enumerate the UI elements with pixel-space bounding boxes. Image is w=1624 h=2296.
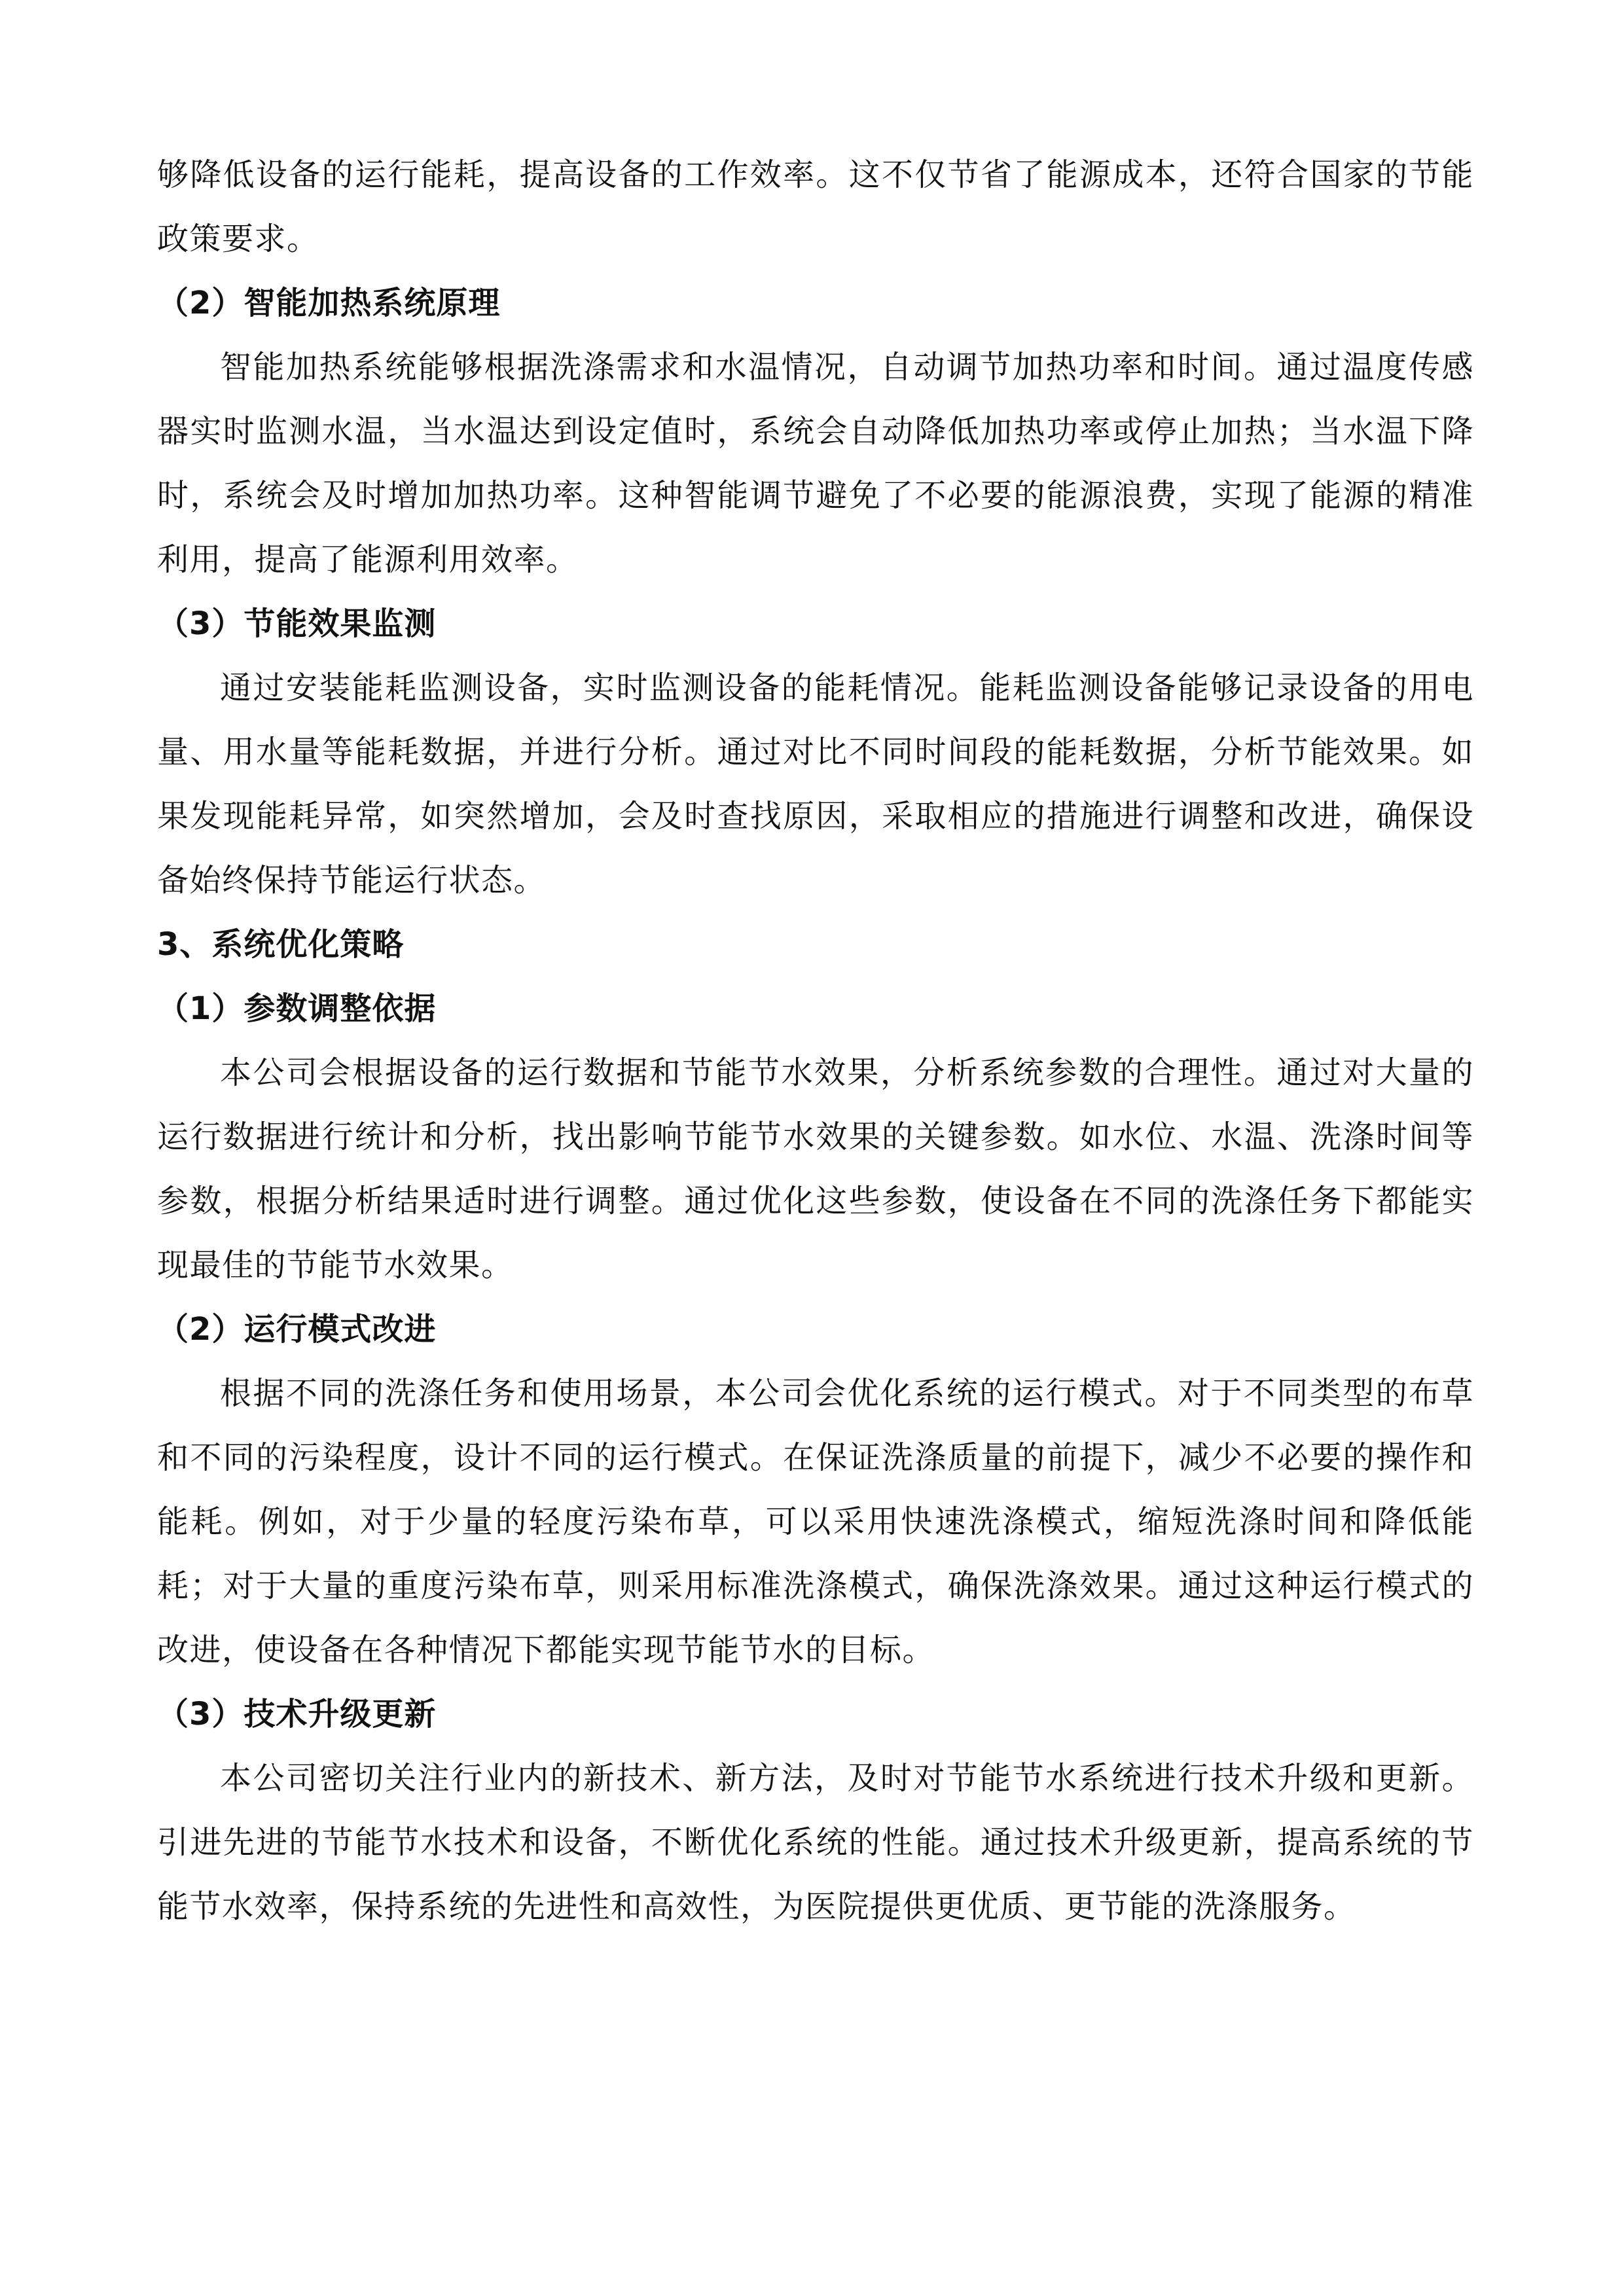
paragraph-mode-improvement: 根据不同的洗涤任务和使用场景，本公司会优化系统的运行模式。对于不同类型的布草和不同的污染程度，设计不同的运行模式。在保证洗涤质量的前提下，减少不必要的操作和能耗。例如，对于少量的轻度污染布草，可以采用快速洗涤模式，缩短洗涤时间和降低能耗；对于大量的重度污染布草，则采用标准洗涤模式，确保洗涤效果。通过这种运行模式的改进，使设备在各种情况下都能实现节能节水的目标。 [157,1375,1474,1668]
paragraph-tech-upgrade: 本公司密切关注行业内的新技术、新方法，及时对节能节水系统进行技术升级和更新。引进先进的节能节水技术和设备，不断优化系统的性能。通过技术升级更新，提高系统的节能节水效率，保持系统的先进性和高效性，为医院提供更优质、更节能的洗涤服务。 [157,1760,1474,1925]
paragraph-energy-monitoring: 通过安装能耗监测设备，实时监测设备的能耗情况。能耗监测设备能够记录设备的用电量、用水量等能耗数据，并进行分析。通过对比不同时间段的能耗数据，分析节能效果。如果发现能耗异常，如突然增加，会及时查找原因，采取相应的措施进行调整和改进，确保设备始终保持节能运行状态。 [157,670,1474,899]
paragraph-smart-heating: 智能加热系统能够根据洗涤需求和水温情况，自动调节加热功率和时间。通过温度传感器实时监测水温，当水温达到设定值时，系统会自动降低加热功率或停止加热；当水温下降时，系统会及时增加加热功率。这种智能调节避免了不必要的能源浪费，实现了能源的精准利用，提高了能源利用效率。 [157,349,1474,578]
document-page [157,143,1474,1939]
subheading-mode-improvement: （2）运行模式改进 [157,1311,437,1348]
subheading-energy-monitoring: （3）节能效果监测 [157,605,437,642]
paragraph-parameter-basis: 本公司会根据设备的运行数据和节能节水效果，分析系统参数的合理性。通过对大量的运行数据进行统计和分析，找出影响节能节水效果的关键参数。如水位、水温、洗涤时间等参数，根据分析结果适时进行调整。通过优化这些参数，使设备在不同的洗涤任务下都能实现最佳的节能节水效果。 [157,1054,1474,1283]
section-heading-optimization: 3、系统优化策略 [157,926,405,963]
paragraph-continuation: 够降低设备的运行能耗，提高设备的工作效率。这不仅节省了能源成本，还符合国家的节能政策要求。 [157,156,1474,257]
subheading-tech-upgrade: （3）技术升级更新 [157,1696,437,1732]
subheading-smart-heating: （2）智能加热系统原理 [157,285,501,321]
subheading-parameter-basis: （1）参数调整依据 [157,990,437,1027]
